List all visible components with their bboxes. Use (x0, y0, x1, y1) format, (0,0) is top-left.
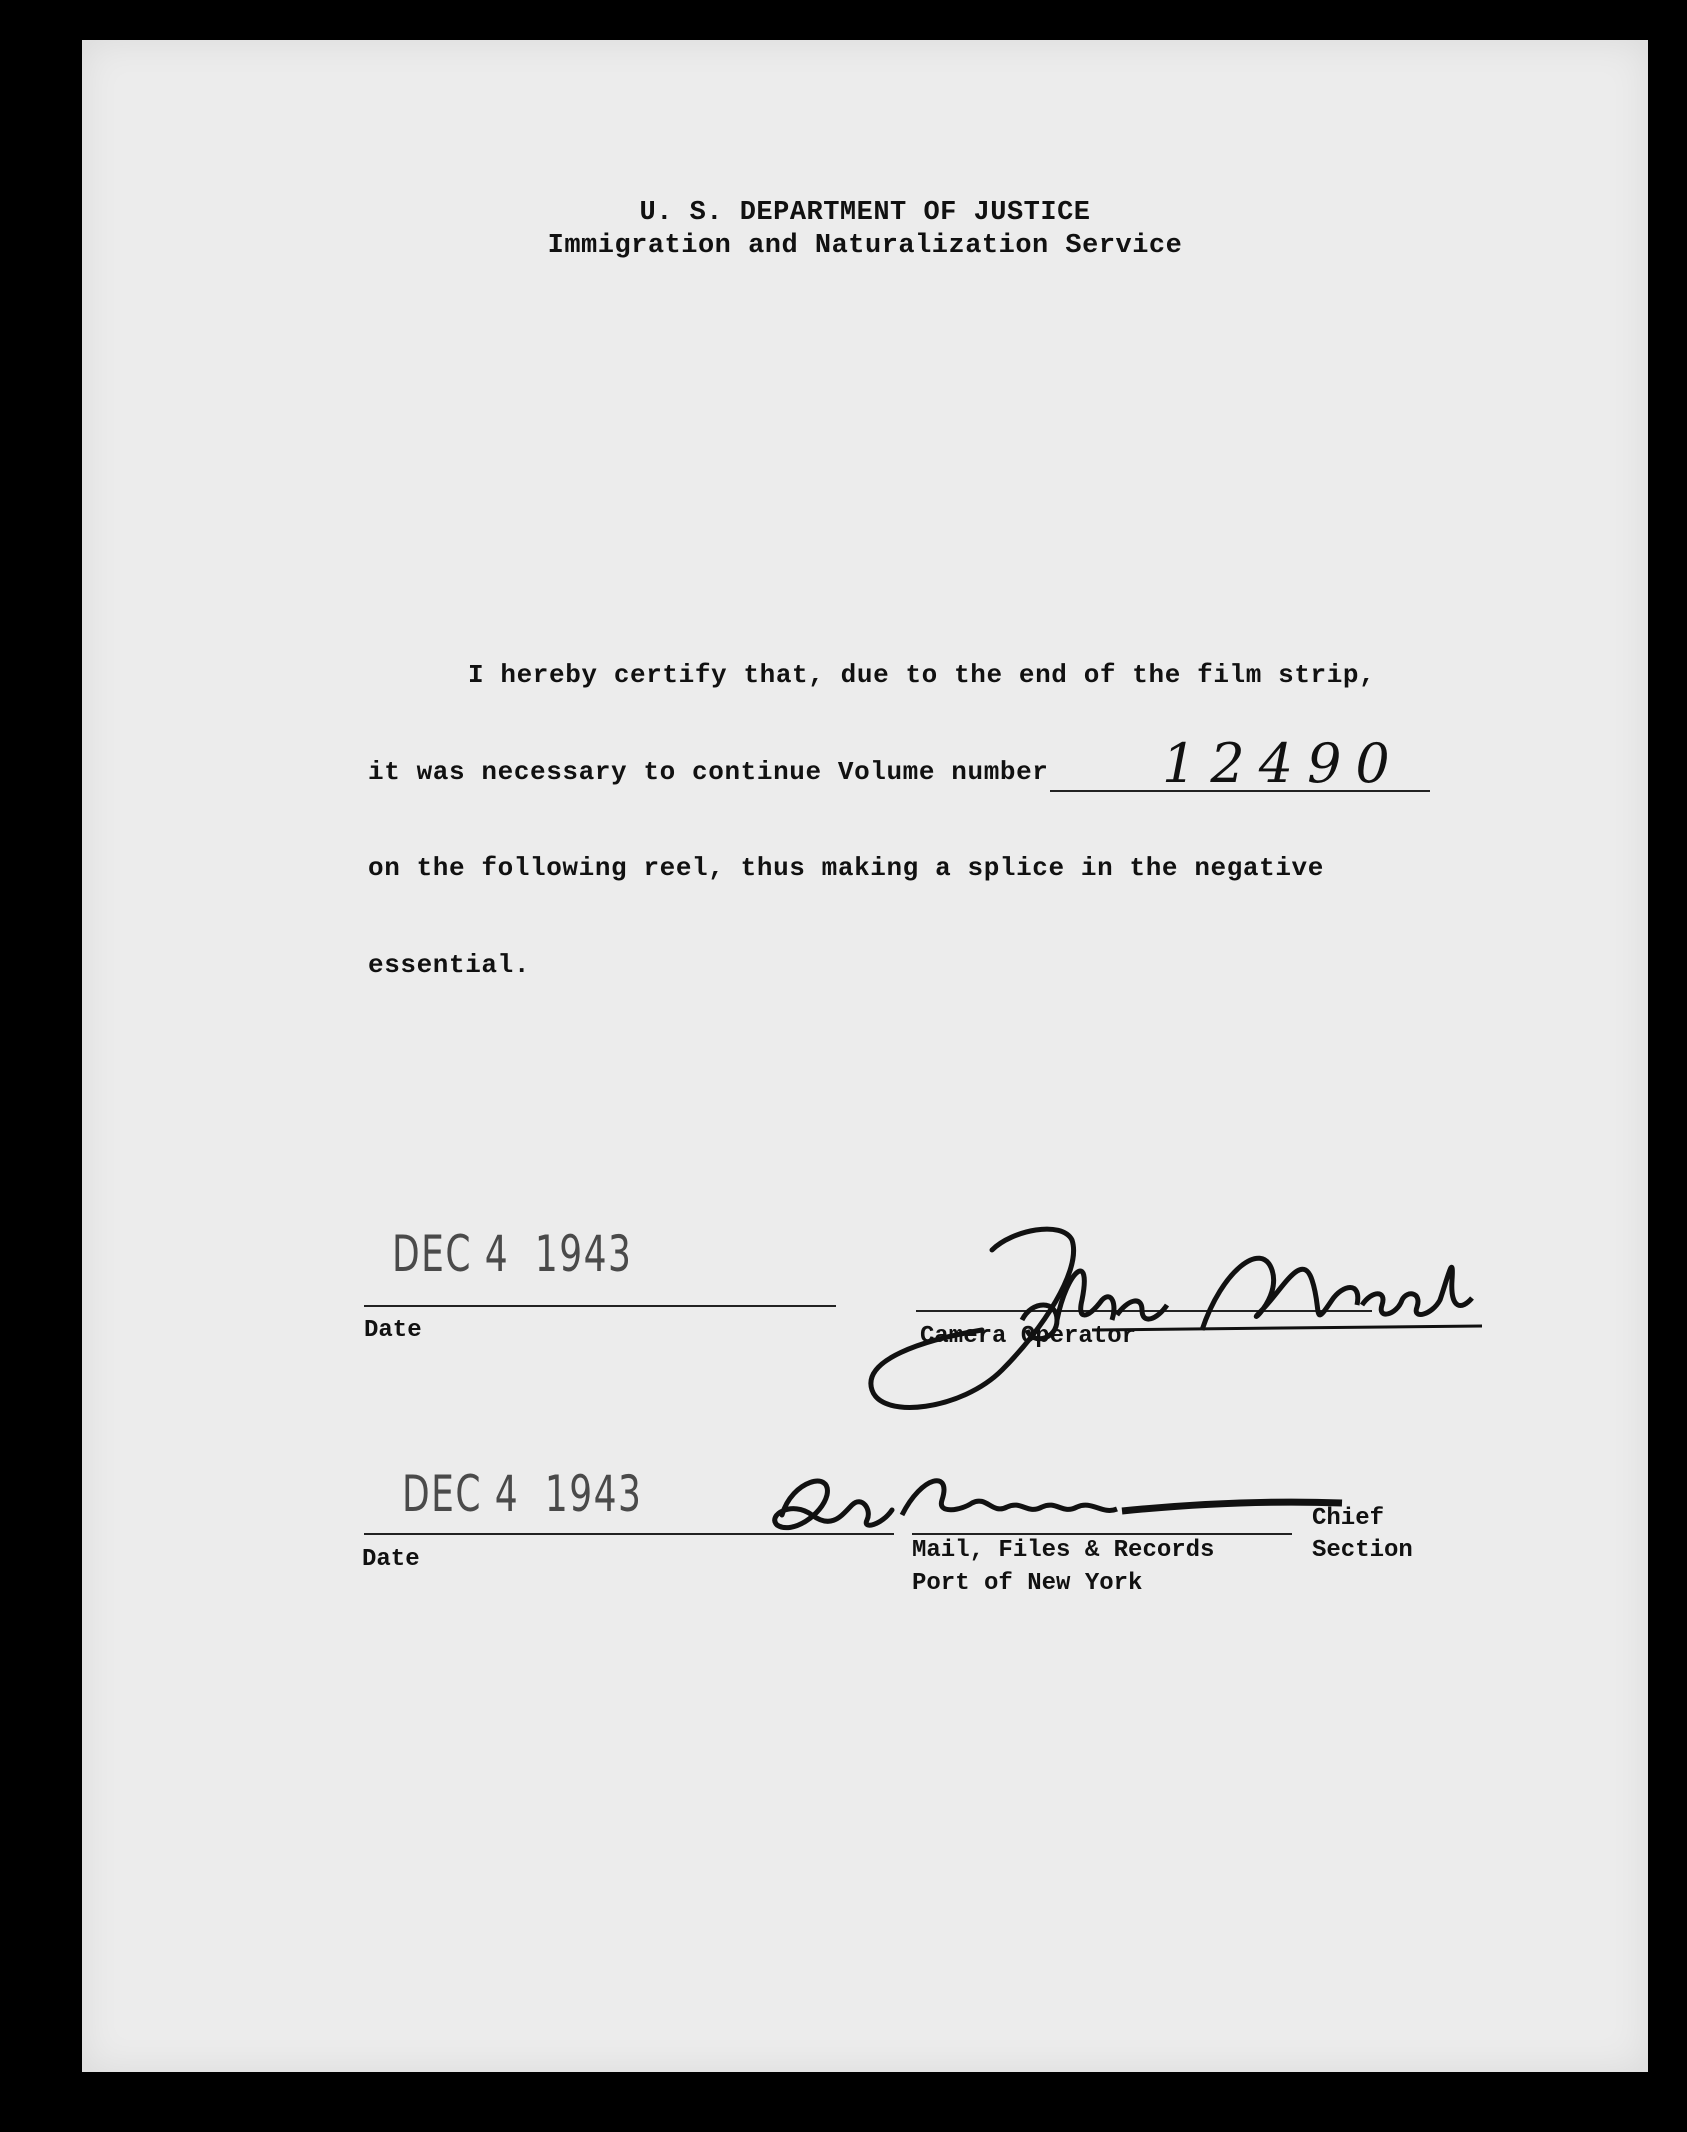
department-heading: U. S. DEPARTMENT OF JUSTICE (639, 198, 1091, 228)
signature-line-1 (916, 1310, 1372, 1312)
certification-line-1: I hereby certify that, due to the end of the film strip, (468, 660, 1376, 690)
signature-line-2 (912, 1533, 1292, 1535)
volume-number-value: 12490 (1162, 732, 1404, 795)
camera-operator-label: Camera Operator (920, 1323, 1137, 1350)
certification-line-2: it was necessary to continue Volume number (368, 757, 1049, 787)
chief-title: Chief (1312, 1505, 1385, 1532)
date-label-2: Date (362, 1546, 420, 1573)
date-stamp-2: DEC 4 1943 (402, 1465, 643, 1523)
date-stamp-1: DEC 4 1943 (392, 1225, 633, 1283)
port-of-new-york-label: Port of New York (912, 1570, 1143, 1597)
certification-line-3: on the following reel, thus making a splice in the negative (368, 853, 1324, 883)
section-label: Section (1312, 1537, 1413, 1564)
camera-operator-signature (842, 1210, 1502, 1430)
date-line-1 (364, 1305, 836, 1307)
certification-line-4: essential. (368, 950, 531, 980)
date-line-2 (364, 1533, 894, 1535)
date-label-1: Date (364, 1317, 422, 1344)
mail-files-records-label: Mail, Files & Records (912, 1537, 1215, 1564)
document-paper (82, 40, 1648, 2072)
service-heading: Immigration and Naturalization Service (547, 231, 1183, 261)
